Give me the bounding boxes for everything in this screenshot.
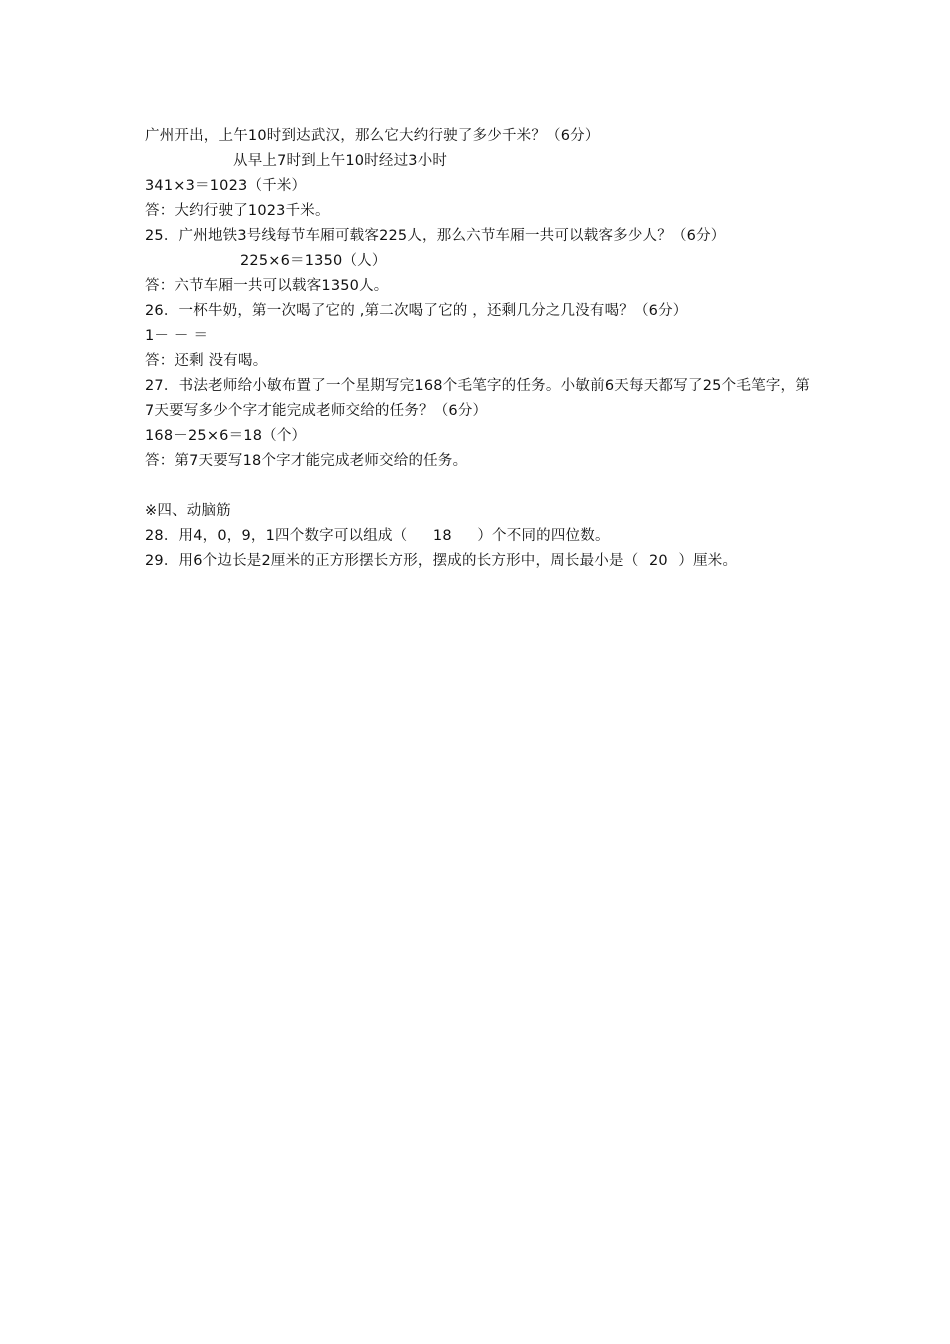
question-26-equation: 1－ － ＝	[145, 328, 209, 344]
question-26-text: 26．一杯牛奶，第一次喝了它的 ,第二次喝了它的 ，还剩几分之几没有喝？（6分）	[145, 303, 688, 319]
document-body	[145, 124, 810, 574]
section-heading: ※四、动脑筋	[145, 503, 231, 519]
question-26-answer: 答：还剩 没有喝。	[145, 353, 268, 369]
question-25-equation: 225×6＝1350（人）	[240, 253, 387, 269]
question-29-suffix: ）厘米。	[678, 553, 738, 569]
question-25-answer: 答：六节车厢一共可以载客1350人。	[145, 278, 389, 294]
question-27-equation: 168－25×6＝18（个）	[145, 428, 307, 444]
question-28-suffix: ）个不同的四位数。	[477, 528, 610, 544]
question-24-answer: 答：大约行驶了1023千米。	[145, 203, 330, 219]
question-27-text: 27．书法老师给小敏布置了一个星期写完168个毛笔字的任务。小敏前6天每天都写了25个毛笔字，第7天要写多少个字才能完成老师交给的任务？（6分）	[145, 378, 810, 419]
question-29-answer: 20	[648, 553, 668, 569]
question-27-answer: 答：第7天要写18个字才能完成老师交给的任务。	[145, 453, 468, 469]
question-29-text	[145, 549, 810, 574]
question-28-prefix: 28．用4，0，9，1四个数字可以组成（	[145, 528, 408, 544]
question-24-text: 广州开出，上午10时到达武汉，那么它大约行驶了多少千米？（6分）	[145, 128, 600, 144]
question-29-prefix: 29．用6个边长是2厘米的正方形摆长方形，摆成的长方形中，周长最小是（	[145, 553, 639, 569]
question-28-text	[145, 524, 810, 549]
question-25-text: 25．广州地铁3号线每节车厢可载客225人，那么六节车厢一共可以载客多少人？（6分）	[145, 228, 726, 244]
question-24-equation: 341×3＝1023（千米）	[145, 178, 307, 194]
question-24-explanation: 从早上7时到上午10时经过3小时	[233, 153, 448, 169]
question-28-answer: 18	[432, 528, 452, 544]
section-spacer	[145, 474, 810, 499]
